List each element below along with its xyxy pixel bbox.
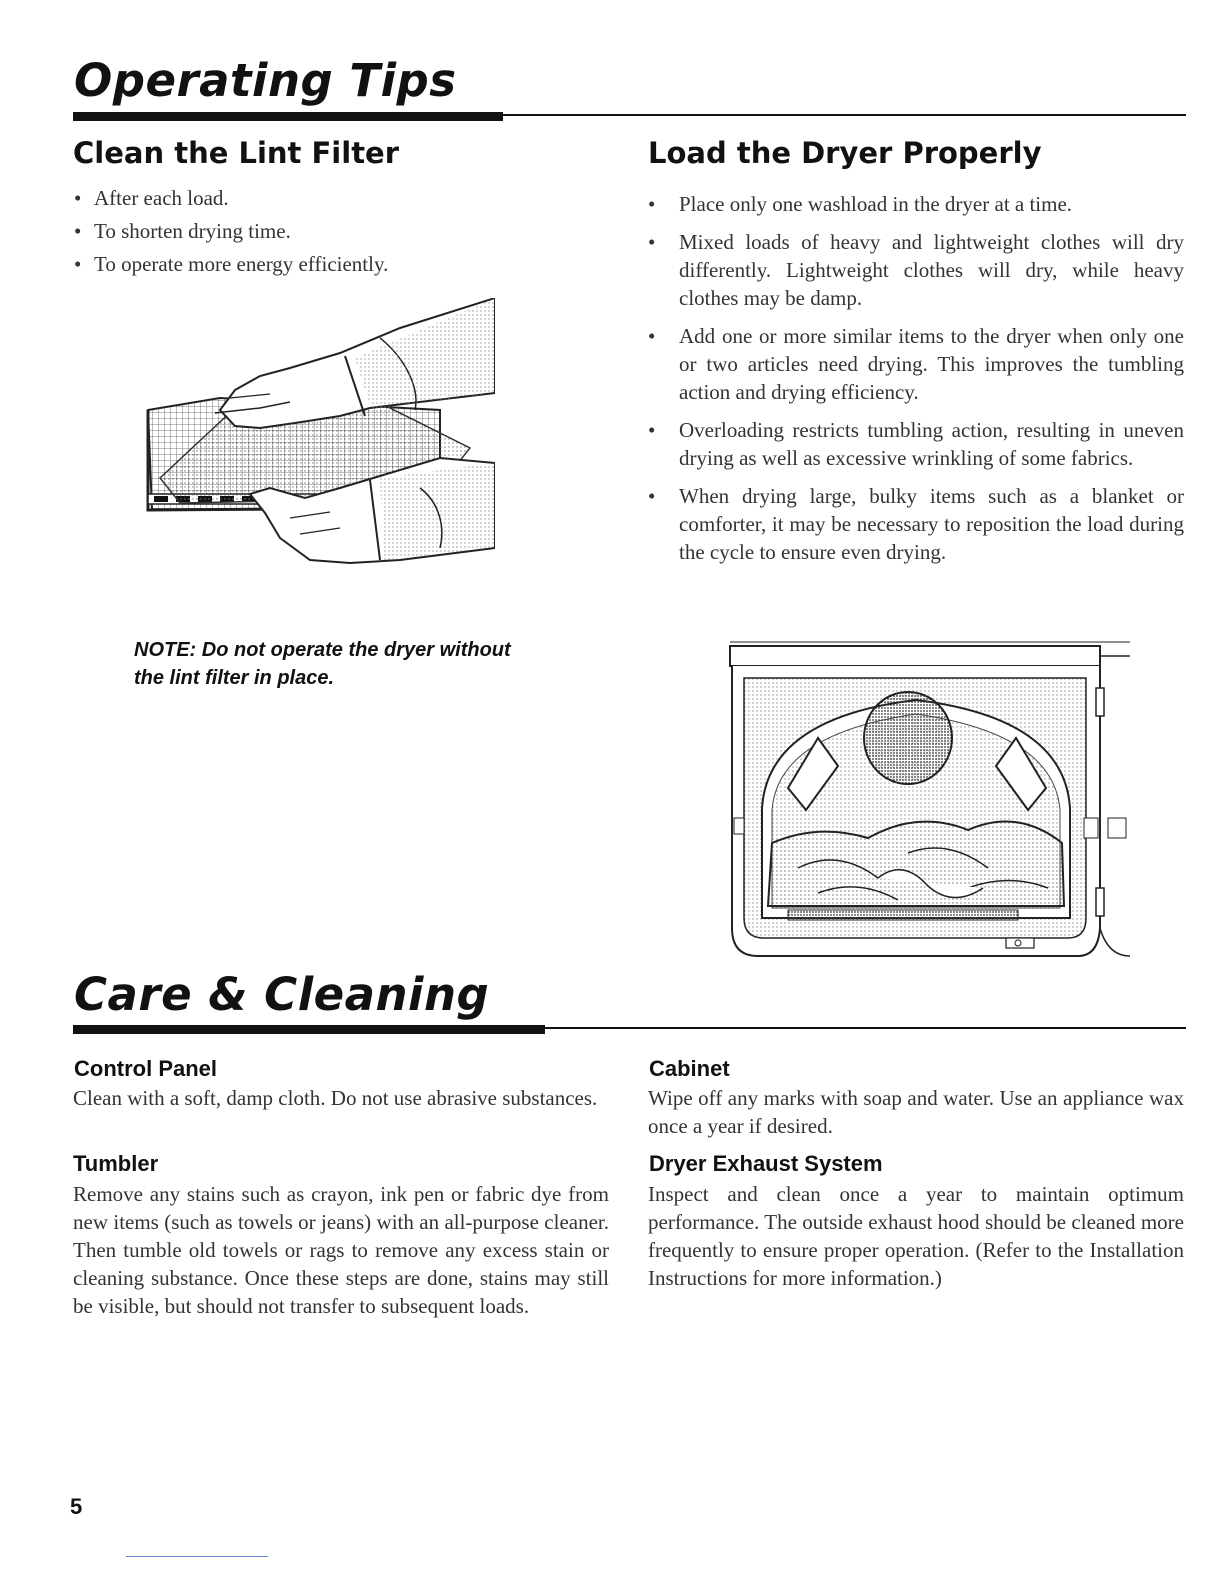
list-item: • When drying large, bulky items such as a blanket or comforter, it may be necessary to reposition the load during the cycle to ensure even drying. bbox=[648, 482, 1184, 566]
tumbler-text: Remove any stains such as crayon, ink pen or fabric dye from new items (such as towels or jeans) with an all-purpose cleaner. Then tumble old towels or rags to remove any excess stain or cleaning substance. Once these steps are done, stains may still be visible, but should not transfer to subsequent loads. bbox=[73, 1182, 609, 1318]
list-item: • Place only one washload in the dryer at a time. bbox=[648, 190, 1184, 218]
control-panel-heading: Control Panel bbox=[74, 1056, 218, 1081]
title-rule-thin bbox=[545, 1027, 1186, 1029]
exhaust-heading: Dryer Exhaust System bbox=[649, 1151, 883, 1176]
cabinet-text: Wipe off any marks with soap and water. Use an appliance wax once a year if desired. bbox=[648, 1086, 1184, 1138]
load-dryer-list bbox=[648, 190, 1184, 576]
lint-filter-list bbox=[74, 184, 554, 283]
title-rule-thick bbox=[73, 112, 503, 121]
section-title-care-cleaning: Care & Cleaning bbox=[74, 968, 490, 1021]
dryer-illustration bbox=[728, 638, 1132, 960]
load-dryer-heading: Load the Dryer Properly bbox=[648, 136, 1042, 170]
note-text: Do not operate the dryer without the lint filter in place. bbox=[134, 639, 511, 689]
lint-filter-note bbox=[134, 636, 514, 692]
lint-filter-illustration bbox=[140, 298, 495, 590]
page-number: 5 bbox=[70, 1494, 83, 1519]
exhaust-text: Inspect and clean once a year to maintain optimum performance. The outside exhaust hood should be cleaned more frequently to ensure proper operation. (Refer to the Installation Instructions for more information.) bbox=[648, 1182, 1184, 1290]
list-item: • Mixed loads of heavy and lightweight clothes will dry differently. Lightweight clothes will dry, while heavy clothes may be damp. bbox=[648, 228, 1184, 312]
list-item: • Add one or more similar items to the dryer when only one or two articles need drying. This improves the tumbling action and drying efficiency. bbox=[648, 322, 1184, 406]
list-item: • To operate more energy efficiently. bbox=[74, 250, 554, 278]
tumbler-heading: Tumbler bbox=[73, 1151, 159, 1176]
control-panel-text: Clean with a soft, damp cloth. Do not use abrasive substances. bbox=[73, 1086, 598, 1110]
lint-filter-heading: Clean the Lint Filter bbox=[73, 136, 400, 170]
list-item: • To shorten drying time. bbox=[74, 217, 554, 245]
note-label: NOTE: bbox=[134, 639, 197, 661]
list-item: • After each load. bbox=[74, 184, 554, 212]
footer-rule bbox=[126, 1556, 268, 1557]
list-item: • Overloading restricts tumbling action, resulting in uneven drying as well as excessive wrinkling of some fabrics. bbox=[648, 416, 1184, 472]
title-rule-thick bbox=[73, 1025, 545, 1034]
section-title-operating-tips: Operating Tips bbox=[74, 54, 457, 107]
cabinet-heading: Cabinet bbox=[649, 1056, 730, 1081]
title-rule-thin bbox=[503, 114, 1186, 116]
